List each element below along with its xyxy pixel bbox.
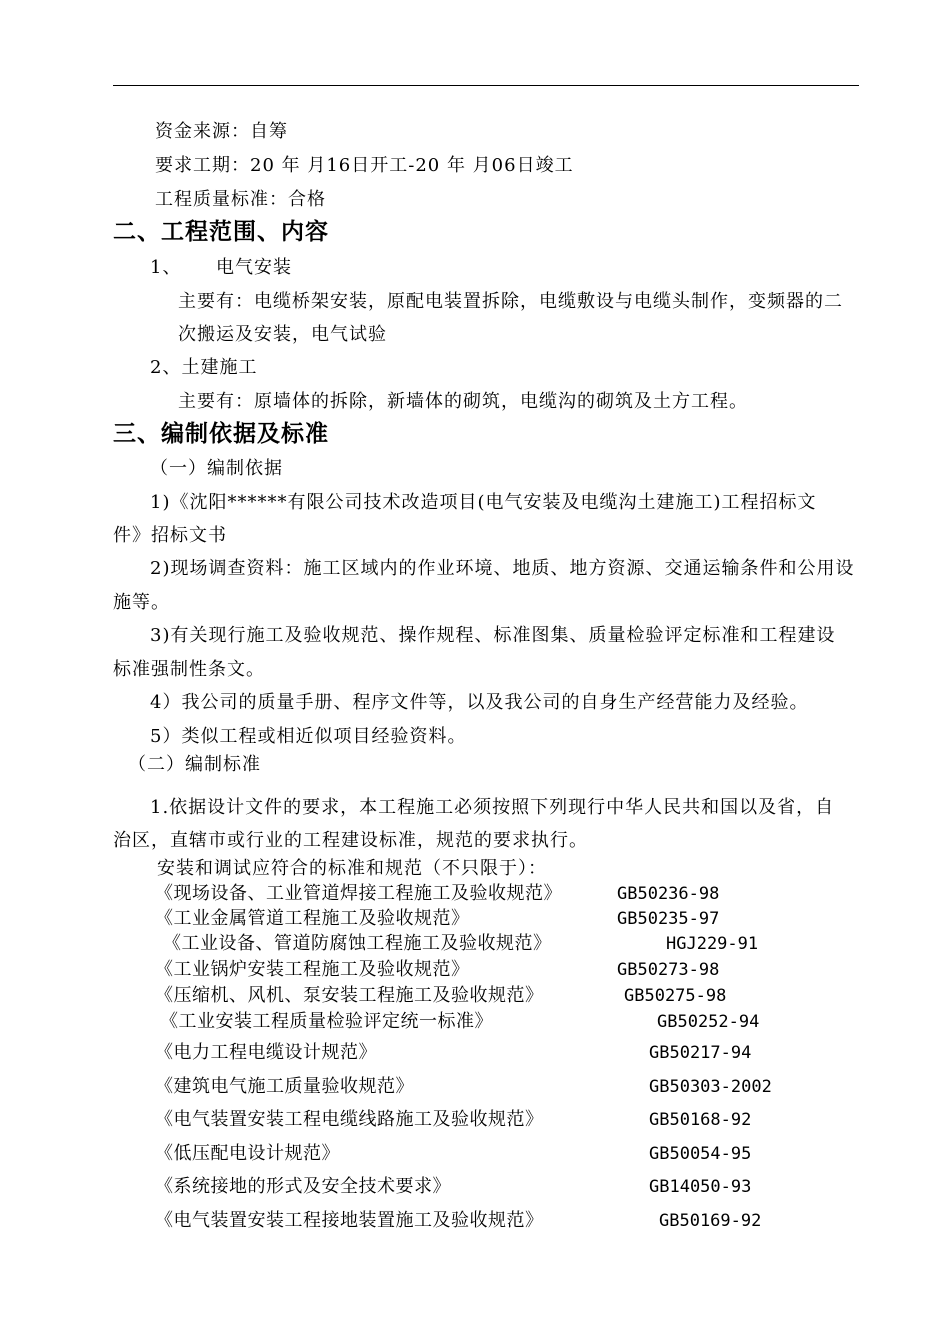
standard-code: GB50217-94 xyxy=(649,1043,752,1063)
standard-name: 《建筑电气施工质量验收规范》 xyxy=(155,1076,414,1097)
standard-name: 《电气装置安装工程电缆线路施工及验收规范》 xyxy=(155,1109,544,1130)
standard-name: 《工业锅炉安装工程施工及验收规范》 xyxy=(155,959,470,980)
basis4: 4）我公司的质量手册、程序文件等，以及我公司的自身生产经营能力及经验。 xyxy=(150,692,809,713)
standard-code: GB50303-2002 xyxy=(649,1077,772,1097)
standard-code: HGJ229-91 xyxy=(666,934,759,954)
basis1-line1: 1)《沈阳******有限公司技术改造项目(电气安装及电缆沟土建施工)工程招标文 xyxy=(150,492,817,513)
standard-name: 《电力工程电缆设计规范》 xyxy=(155,1042,377,1063)
standards-list-intro: 安装和调试应符合的标准和规范（不只限于）： xyxy=(157,858,547,879)
funding-source: 资金来源：自筹 xyxy=(155,121,288,142)
standard-name: 《工业金属管道工程施工及验收规范》 xyxy=(155,908,470,929)
standard-name: 《低压配电设计规范》 xyxy=(155,1143,340,1164)
standards-intro-line2: 治区，直辖市或行业的工程建设标准，规范的要求执行。 xyxy=(113,830,588,851)
standard-code: GB50168-92 xyxy=(649,1110,752,1130)
standards-intro-line1: 1.依据设计文件的要求，本工程施工必须按照下列现行中华人民共和国以及省，自 xyxy=(150,797,835,818)
item1-title: 电气安装 xyxy=(216,257,292,278)
item2-title: 2、土建施工 xyxy=(150,357,258,378)
standard-code: GB50273-98 xyxy=(617,960,720,980)
required-period: 要求工期：20 年 月16日开工-20 年 月06日竣工 xyxy=(155,155,574,176)
standard-code: GB50235-97 xyxy=(617,909,720,929)
standard-code: GB50054-95 xyxy=(649,1144,752,1164)
basis-subheading: （一）编制依据 xyxy=(150,458,283,479)
standard-name: 《工业安装工程质量检验评定统一标准》 xyxy=(160,1011,493,1032)
item1-desc-line2: 次搬运及安装，电气试验 xyxy=(178,324,387,345)
standard-name: 《电气装置安装工程接地装置施工及验收规范》 xyxy=(155,1210,544,1231)
item2-desc: 主要有：原墙体的拆除，新墙体的砌筑，电缆沟的砌筑及土方工程。 xyxy=(178,391,748,412)
basis5: 5）类似工程或相近似项目经验资料。 xyxy=(150,726,467,747)
standard-code: GB50252-94 xyxy=(657,1012,760,1032)
standard-code: GB14050-93 xyxy=(649,1177,752,1197)
standard-name: 《现场设备、工业管道焊接工程施工及验收规范》 xyxy=(155,883,562,904)
quality-standard: 工程质量标准：合格 xyxy=(155,189,326,210)
standard-name: 《工业设备、管道防腐蚀工程施工及验收规范》 xyxy=(163,933,552,954)
standard-name: 《系统接地的形式及安全技术要求》 xyxy=(155,1176,451,1197)
basis2-line1: 2)现场调查资料：施工区域内的作业环境、地质、地方资源、交通运输条件和公用设 xyxy=(150,558,855,579)
standard-name: 《压缩机、风机、泵安装工程施工及验收规范》 xyxy=(155,985,544,1006)
section3-heading: 三、编制依据及标准 xyxy=(113,421,329,447)
standards-subheading: （二）编制标准 xyxy=(128,754,261,775)
section2-heading: 二、工程范围、内容 xyxy=(113,219,329,245)
basis3-line2: 标准强制性条文。 xyxy=(113,659,265,680)
standard-code: GB50169-92 xyxy=(659,1211,762,1231)
basis1-line2: 件》招标文书 xyxy=(113,525,227,546)
item1-desc-line1: 主要有：电缆桥架安装，原配电装置拆除，电缆敷设与电缆头制作，变频器的二 xyxy=(178,291,843,312)
header-rule xyxy=(113,85,859,86)
basis3-line1: 3)有关现行施工及验收规范、操作规程、标准图集、质量检验评定标准和工程建设 xyxy=(150,625,836,646)
item1-number: 1、 xyxy=(150,257,182,278)
standard-code: GB50275-98 xyxy=(624,986,727,1006)
standard-code: GB50236-98 xyxy=(617,884,720,904)
basis2-line2: 施等。 xyxy=(113,592,170,613)
